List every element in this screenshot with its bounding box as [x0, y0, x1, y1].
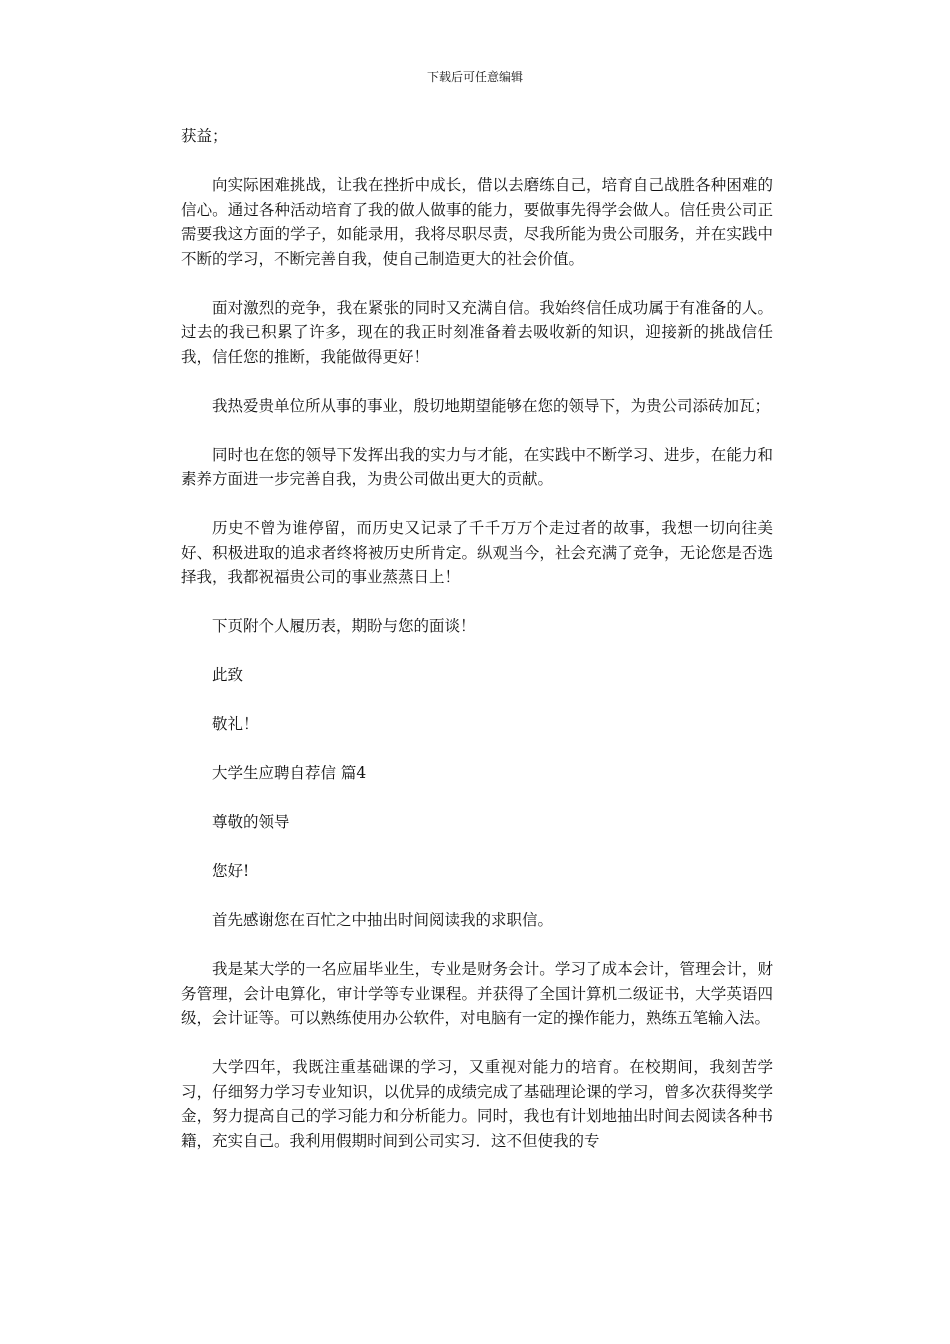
closing-regards: 敬礼！ [212, 715, 259, 733]
paragraph: 获益； [181, 127, 228, 145]
letter-hello: 您好! [212, 862, 250, 880]
letter-greeting: 尊敬的领导 [212, 813, 290, 831]
paragraph: 向实际困难挑战，让我在挫折中成长，借以去磨练自己，培育自己战胜各种困难的信心。通过各种活动培育了我的做人做事的能力，要做事先得学会做人。信任贵公司正需要我这方面的学子，如能录用，我将尽职尽责，尽我所能为贵公司服务，并在实践中不断的学习，不断完善自我，使自己制造更大的社会价值。 [181, 176, 773, 268]
paragraph: 下页附个人履历表，期盼与您的面谈！ [212, 617, 476, 635]
closing-salutation: 此致 [212, 666, 244, 684]
paragraph: 大学四年，我既注重基础课的学习，又重视对能力的培育。在校期间，我刻苦学习，仔细努力学习专业知识，以优异的成绩完成了基础理论课的学习，曾多次获得奖学金，努力提高自己的学习能力和分析能力。同时，我也有计划地抽出时间去阅读各种书籍，充实自己。我利用假期时间到公司实习．这不但使我的专 [181, 1058, 773, 1150]
paragraph: 我是某大学的一名应届毕业生，专业是财务会计。学习了成本会计，管理会计，财务管理，会计电算化，审计学等专业课程。并获得了全国计算机二级证书，大学英语四级，会计证等。可以熟练使用办公软件，对电脑有一定的操作能力，熟练五笔输入法。 [181, 960, 773, 1027]
paragraph: 首先感谢您在百忙之中抽出时间阅读我的求职信。 [212, 911, 554, 929]
paragraph: 面对激烈的竞争，我在紧张的同时又充满自信。我始终信任成功属于有准备的人。过去的我已积累了许多，现在的我正时刻准备着去吸收新的知识，迎接新的挑战信任我，信任您的推断，我能做得更好！ [181, 298, 773, 366]
section-title: 大学生应聘自荐信 篇4 [212, 764, 367, 782]
paragraph: 同时也在您的领导下发挥出我的实力与才能，在实践中不断学习、进步，在能力和素养方面进一步完善自我，为贵公司做出更大的贡献。 [181, 445, 773, 488]
paragraph: 历史不曾为谁停留，而历史又记录了千千万万个走过者的故事，我想一切向往美好、积极进取的追求者终将被历史所肯定。纵观当今，社会充满了竞争，无论您是否选择我，我都祝福贵公司的事业蒸蒸日上！ [181, 519, 773, 586]
letter-body [181, 124, 773, 1178]
page-header: 下载后可任意编辑 [426, 70, 523, 84]
paragraph: 我热爱贵单位所从事的事业，殷切地期望能够在您的领导下，为贵公司添砖加瓦； [212, 396, 771, 415]
